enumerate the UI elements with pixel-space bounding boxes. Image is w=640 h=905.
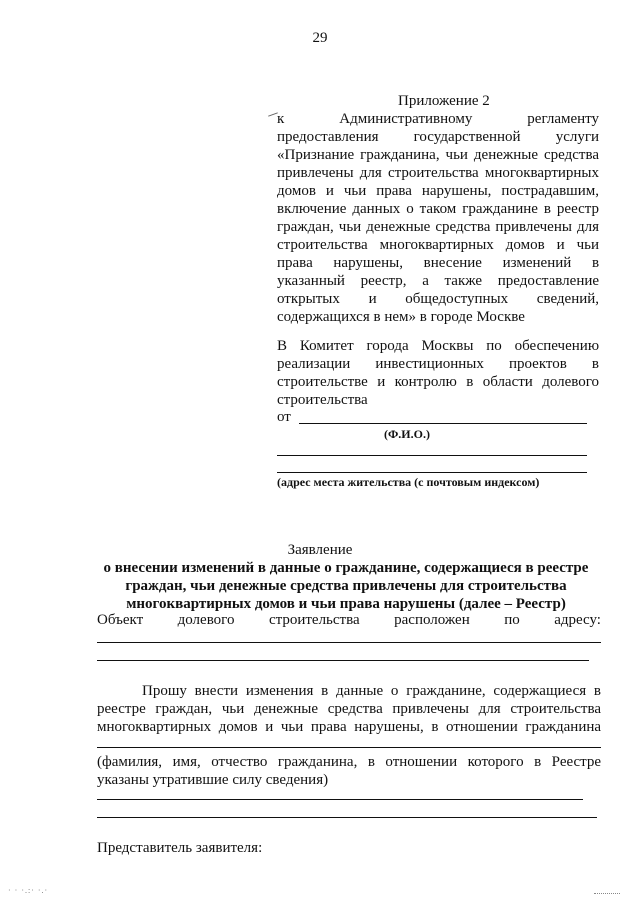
reglament-line: граждан, чьи денежные средства привлечены для bbox=[277, 219, 599, 235]
request-line: реестре граждан, чьи денежные средства привлечены для строительства bbox=[97, 701, 601, 717]
reglament-line: предоставления государственной услуги bbox=[277, 129, 599, 145]
addressee-line: реализации инвестиционных проектов в bbox=[277, 356, 599, 372]
object-address-line-2[interactable] bbox=[97, 660, 589, 661]
from-label: от bbox=[277, 409, 291, 425]
reglament-line: строительства многоквартирных домов и чьи bbox=[277, 237, 599, 253]
fio-caption: (Ф.И.О.) bbox=[384, 427, 430, 441]
reglament-line: указанный реестр, а также предоставление bbox=[277, 273, 599, 289]
object-address-line-1[interactable] bbox=[97, 642, 601, 643]
statement-subtitle-line: граждан, чьи денежные средства привлечены для строительства bbox=[125, 578, 567, 594]
statement-subtitle bbox=[92, 559, 600, 613]
reglament-line: включение данных о таком гражданине в реестр bbox=[277, 201, 599, 217]
request-line: Прошу внести изменения в данные о гражданине, содержащиеся в bbox=[142, 683, 601, 699]
reglament-reference bbox=[277, 110, 599, 326]
outdated-info-line-1[interactable] bbox=[97, 799, 583, 800]
citizen-fio-line[interactable] bbox=[97, 747, 601, 748]
fio-fill-line[interactable] bbox=[299, 423, 587, 424]
reglament-line-last: содержащихся в нем» в городе Москве bbox=[277, 309, 525, 325]
outdated-info-line-2[interactable] bbox=[97, 817, 597, 818]
representative-label: Представитель заявителя: bbox=[97, 840, 263, 856]
object-address-label: Объект долевого строительства расположен по адресу: bbox=[97, 612, 601, 628]
request-line: многоквартирных домов и чьи права нарушены, в отношении гражданина bbox=[97, 719, 601, 735]
addressee-line-last: строительства bbox=[277, 392, 368, 408]
scan-artifact: · · ·.:· ·.· bbox=[8, 886, 49, 894]
appendix-title: Приложение 2 bbox=[398, 93, 490, 109]
address-fill-line-1[interactable] bbox=[277, 455, 587, 456]
addressee-line: строительстве и контролю в области долевого bbox=[277, 374, 599, 390]
statement-subtitle-line: о внесении изменений в данные о гражданине, содержащиеся в реестре bbox=[103, 560, 589, 576]
from-field[interactable] bbox=[277, 409, 587, 427]
reglament-line: к Административному регламенту bbox=[277, 111, 599, 127]
request-paragraph bbox=[97, 682, 601, 736]
page-number: 29 bbox=[312, 30, 328, 46]
citizen-fio-note bbox=[97, 753, 601, 789]
address-caption: (адрес места жительства (с почтовым индексом) bbox=[277, 475, 540, 489]
statement-subtitle-line: многоквартирных домов и чьи права нарушены (далее – Реестр) bbox=[126, 596, 566, 612]
statement-title: Заявление bbox=[287, 542, 353, 558]
addressee-line: В Комитет города Москвы по обеспечению bbox=[277, 338, 599, 354]
reglament-line: привлечены для строительства многоквартирных bbox=[277, 165, 599, 181]
reglament-line: открытых и общедоступных сведений, bbox=[277, 291, 599, 307]
address-fill-line-2[interactable] bbox=[277, 472, 587, 473]
scan-artifact bbox=[594, 893, 620, 894]
reglament-line: «Признание гражданина, чьи денежные средства bbox=[277, 147, 599, 163]
reglament-line: права нарушены, внесение изменений в bbox=[277, 255, 599, 271]
reglament-line: домов и чьи права нарушены, пострадавшим, bbox=[277, 183, 599, 199]
fio-note-line: (фамилия, имя, отчество гражданина, в отношении которого в Реестре bbox=[97, 754, 601, 770]
addressee-block bbox=[277, 337, 599, 409]
fio-note-line-last: указаны утратившие силу сведения) bbox=[97, 772, 329, 788]
